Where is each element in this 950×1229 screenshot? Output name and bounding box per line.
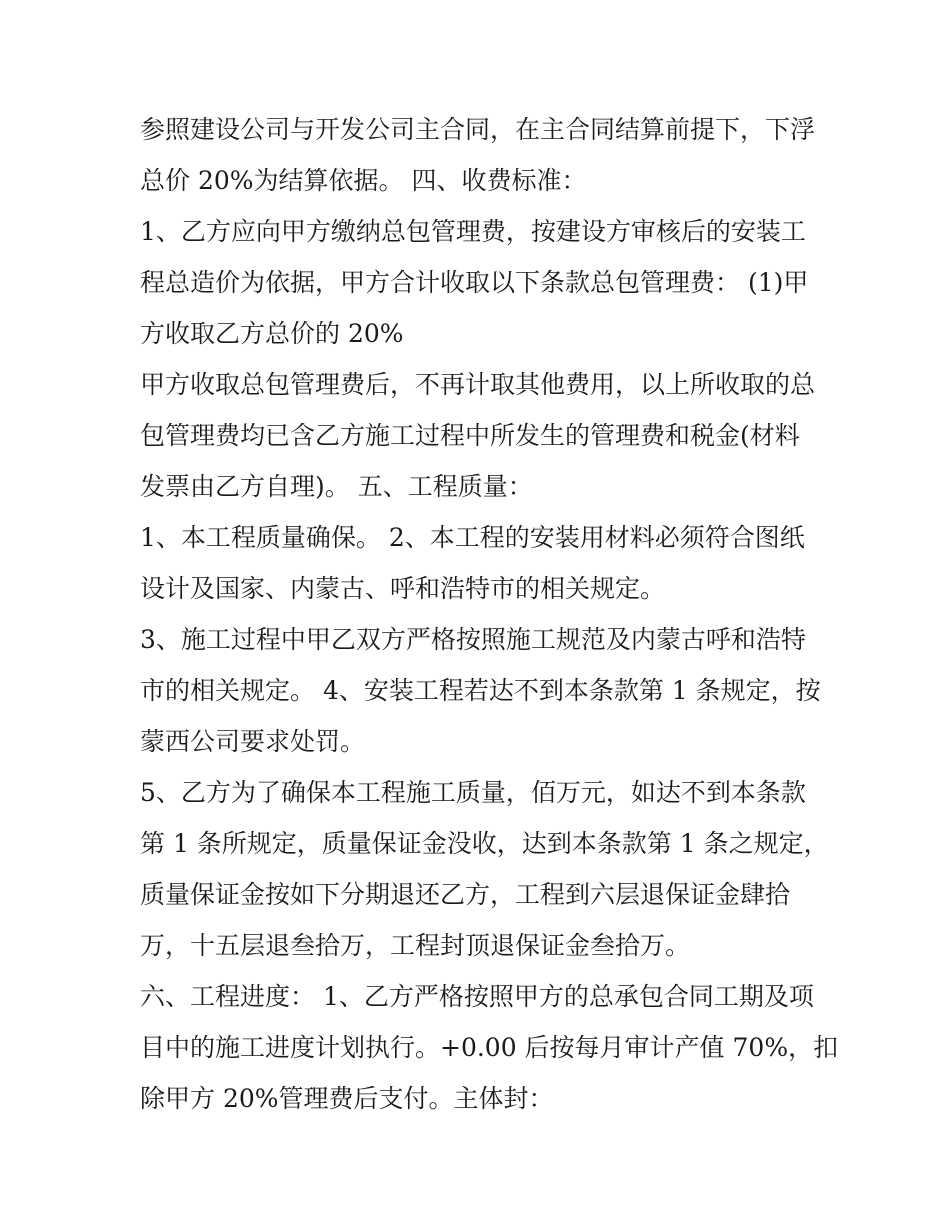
text-line: 设计及国家、内蒙古、呼和浩特市的相关规定。 <box>140 574 666 603</box>
text-line: 发票由乙方自理)。 五、工程质量： <box>140 472 533 501</box>
text-line: 方收取乙方总价的 20% <box>140 319 404 348</box>
text-line: 除甲方 20%管理费后支付。主体封： <box>140 1084 554 1113</box>
text-line: 1、乙方应向甲方缴纳总包管理费，按建设方审核后的安装工 <box>140 217 806 246</box>
text-line: 市的相关规定。 4、安装工程若达不到本条款第 1 条规定，按 <box>140 676 821 705</box>
text-line: 程总造价为依据，甲方合计收取以下条款总包管理费： (1)甲 <box>140 268 809 297</box>
text-line: 甲方收取总包管理费后，不再计取其他费用，以上所收取的总 <box>140 370 816 399</box>
text-line: 5、乙方为了确保本工程施工质量，佰万元，如达不到本条款 <box>140 778 806 807</box>
text-line: 六、工程进度： 1、乙方严格按照甲方的总承包合同工期及项 <box>140 982 814 1011</box>
text-line: 参照建设公司与开发公司主合同，在主合同结算前提下，下浮 <box>140 115 816 144</box>
text-line: 目中的施工进度计划执行。+0.00 后按每月审计产值 70%，扣 <box>140 1033 839 1062</box>
text-line: 3、施工过程中甲乙双方严格按照施工规范及内蒙古呼和浩特 <box>140 625 806 654</box>
text-line: 万，十五层退叁拾万，工程封顶退保证金叁拾万。 <box>140 931 691 960</box>
text-line: 1、本工程质量确保。 2、本工程的安装用材料必须符合图纸 <box>140 523 805 552</box>
document-body <box>140 104 839 1124</box>
text-line: 第 1 条所规定，质量保证金没收，达到本条款第 1 条之规定， <box>140 829 829 858</box>
text-line: 总价 20%为结算依据。 四、收费标准： <box>140 166 587 195</box>
text-line: 质量保证金按如下分期退还乙方，工程到六层退保证金肆拾 <box>140 880 791 909</box>
text-line: 蒙西公司要求处罚。 <box>140 727 366 756</box>
text-line: 包管理费均已含乙方施工过程中所发生的管理费和税金(材料 <box>140 421 800 450</box>
